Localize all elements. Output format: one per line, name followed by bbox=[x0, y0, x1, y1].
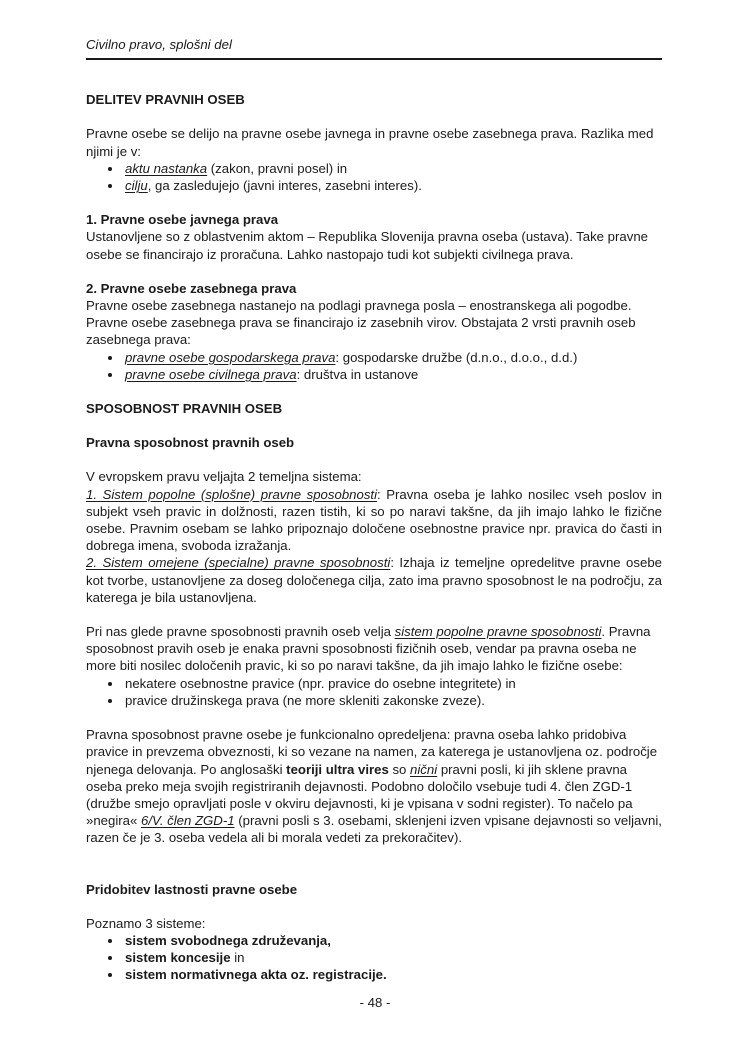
subsection-heading-pridobitev: Pridobitev lastnosti pravne osebe bbox=[86, 881, 298, 897]
emphasis-sistem-koncesije: sistem koncesije bbox=[125, 950, 231, 966]
paragraph-funkcionalna bbox=[86, 726, 662, 846]
list-item-osebnostne bbox=[123, 675, 662, 692]
emphasis-sistem-svobodnega: sistem svobodnega združevanja, bbox=[125, 932, 331, 948]
list-item-civilno-text: : društva in ustanove bbox=[296, 366, 419, 382]
paragraph-javno-body: Ustanovljene so z oblastvenim aktom – Republika Slovenija pravna oseba (ustava). Take pravne osebe se financirajo iz proračuna. Lahko nastopajo tudi kot subjekti civilnega prava. bbox=[86, 229, 648, 262]
list-izjeme-pravice bbox=[86, 675, 662, 709]
paragraph-sistem-popolne bbox=[86, 486, 662, 555]
funkcionalna-text-1: Pravna sposobnost pravne osebe je funkcionalno opredeljena: pravna oseba lahko pridobiva pravice in prevzema obveznosti, ki so vezane na namen, za katerega je ustanovljena oz. področje njenega delovanja. Po anglosaški bbox=[86, 727, 658, 777]
emphasis-cilju: cilju bbox=[125, 178, 148, 194]
emphasis-sistem-popolne-pravne: sistem popolne pravne sposobnosti bbox=[394, 624, 602, 640]
sistem-omejene-text: : Izhaja iz temeljne opredelitve pravne osebe kot tvorbe, ustanovljene za doseg določenega cilja, zato ima pravno sposobnost le na področju, za katerega je bila ustanovljena. bbox=[86, 555, 662, 605]
emphasis-sistem-omejene: 2. Sistem omejene (specialne) pravne sposobnosti bbox=[86, 555, 391, 571]
subsection-heading-zasebno: 2. Pravne osebe zasebnega prava bbox=[86, 280, 297, 296]
sistemi-intro: V evropskem pravu veljajta 2 temeljna sistema: bbox=[86, 469, 362, 485]
list-item-druzinske-text: pravice družinskega prava (ne more skleniti zakonske zveze). bbox=[125, 692, 485, 708]
list-item-civilno bbox=[123, 366, 662, 383]
subsection-heading-javno: 1. Pravne osebe javnega prava bbox=[86, 212, 279, 228]
funkcionalna-text-2: so bbox=[388, 761, 411, 777]
list-item-svobodno bbox=[123, 932, 662, 949]
paragraph-pri-nas bbox=[86, 623, 662, 675]
list-delitev-criteria bbox=[86, 160, 662, 194]
subsection-heading-pravna-sposobnost: Pravna sposobnost pravnih oseb bbox=[86, 435, 295, 451]
section-title-sposobnost: SPOSOBNOST PRAVNIH OSEB bbox=[86, 401, 283, 417]
section-title-delitev: DELITEV PRAVNIH OSEB bbox=[86, 92, 245, 108]
emphasis-civilno-pravo: pravne osebe civilnega prava bbox=[125, 366, 297, 382]
list-item-cilj-text: , ga zasledujejo (javni interes, zasebni interes). bbox=[147, 178, 422, 194]
list-item-osebnostne-text: nekatere osebnostne pravice (npr. pravice do osebne integritete) in bbox=[125, 675, 516, 691]
funkcionalna-text-4: (pravni posli s 3. osebami, sklenjeni izven vpisane dejavnosti so veljavni, razen če je 3. oseba vedela ali bi morala vedeti za prekoračitev). bbox=[86, 813, 662, 846]
paragraph-pridobitev-intro: Poznamo 3 sisteme: bbox=[86, 915, 206, 931]
list-item-akt-text: (zakon, pravni posel) in bbox=[207, 160, 348, 176]
pri-nas-text-2: . Pravna sposobnost pravih oseb je enaka pravni sposobnosti fizičnih oseb, vendar pa pravna oseba ne more biti nosilec določenih pravic, ki so po naravi takšne, da jih imajo lahko le fizične osebe: bbox=[86, 624, 651, 674]
sistem-popolne-text: : Pravna oseba je lahko nosilec vseh poslov in subjekt vseh pravic in dolžnosti, razen tistih, ki so po naravi takšne, da jih imajo lahko le fizične osebe. Pravnim osebam se lahko pripoznajo določene osebnostne pravice npr. pravica do časti in dobrega imena, svoboda izražanja. bbox=[86, 486, 662, 554]
emphasis-sistem-popolne: 1. Sistem popolne (splošne) pravne sposobnosti bbox=[86, 486, 378, 502]
paragraph-sistem-omejene bbox=[86, 554, 662, 606]
page-number: - 48 - bbox=[359, 995, 391, 1010]
paragraph-sistemi bbox=[86, 468, 662, 606]
list-item-cilj bbox=[123, 177, 662, 194]
emphasis-sistem-normativnega: sistem normativnega akta oz. registracije. bbox=[125, 967, 387, 983]
paragraph-zasebno-body: Pravne osebe zasebnega nastanejo na podlagi pravnega posla – enostranskega ali pogodbe. Pravne osebe zasebnega prava se financirajo iz zasebnih virov. Obstajata 2 vrsti pravnih oseb zasebnega prava: bbox=[86, 298, 636, 348]
list-item-druzinske bbox=[123, 692, 662, 709]
list-item-normativno bbox=[123, 966, 662, 983]
list-item-gospodarsko-text: : gospodarske družbe (d.n.o., d.o.o., d.d.) bbox=[335, 349, 578, 365]
emphasis-gospodarsko-pravo: pravne osebe gospodarskega prava bbox=[125, 349, 336, 365]
list-item-koncesija bbox=[123, 949, 662, 966]
running-header-title: Civilno pravo, splošni del bbox=[86, 37, 232, 52]
subsection-zasebno-pravo bbox=[86, 280, 662, 383]
subsection-javno-pravo bbox=[86, 211, 662, 263]
list-zasebno-vrsti bbox=[86, 349, 662, 383]
emphasis-nicni: nični bbox=[410, 761, 438, 777]
funkcionalna-text-3: pravni posli, ki jih sklene pravna oseba preko meja svojih registriranih dejavnosti. Podobno določilo vsebuje tudi 4. člen ZGD-1 (družbe smejo opravljati posle v okviru dejavnosti, ki je vpisana v sodni register). To načelo pa »negira« bbox=[86, 761, 633, 829]
pri-nas-text-1: Pri nas glede pravne sposobnosti pravnih oseb velja bbox=[86, 624, 395, 640]
list-pridobitev-sistemi bbox=[86, 932, 662, 984]
emphasis-akt-nastanka: aktu nastanka bbox=[125, 160, 208, 176]
emphasis-teorija-ultra-vires: teoriji ultra vires bbox=[286, 761, 389, 777]
list-item-akt bbox=[123, 160, 662, 177]
running-header bbox=[86, 36, 662, 60]
page-content bbox=[86, 36, 662, 984]
paragraph-delitev-intro: Pravne osebe se delijo na pravne osebe javnega in pravne osebe zasebnega prava. Razlika med njimi je v: bbox=[86, 126, 654, 159]
list-item-koncesija-text: in bbox=[230, 950, 245, 966]
emphasis-clen-zgd: 6/V. člen ZGD-1 bbox=[141, 813, 235, 829]
list-item-gospodarsko bbox=[123, 349, 662, 366]
